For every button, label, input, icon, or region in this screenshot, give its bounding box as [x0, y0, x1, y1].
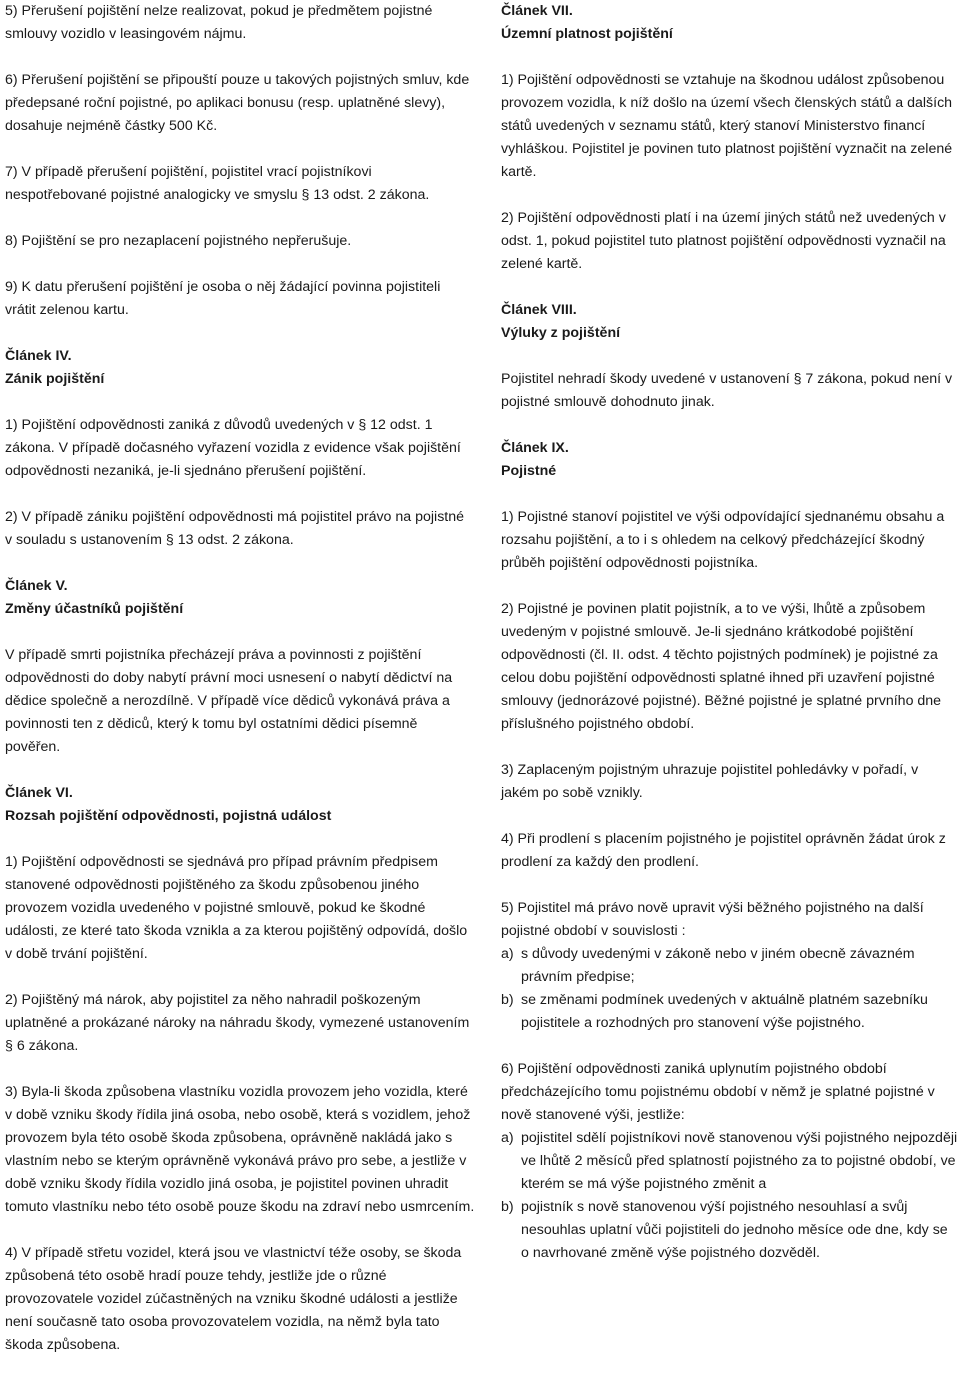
paragraph-7: 7) V případě přerušení pojištění, pojistitel vrací pojistníkovi nespotřebované pojistné analogicky ve smyslu § 13 odst. 2 zákona. [5, 164, 430, 203]
article-5-heading [5, 575, 475, 621]
article-number: Článek VIII. [501, 302, 577, 318]
list-item-text: pojistitel sdělí pojistníkovi nově stanovenou výši pojistného nejpozději ve lhůtě 2 měsíců před splatností pojistného za to pojistné období, ve kterém se má výše pojistného změnit a [521, 1130, 958, 1192]
article-6-paragraph-4: 4) V případě střetu vozidel, která jsou ve vlastnictví téže osoby, se škoda způsobená této osobě hradí pouze tehdy, jestliže jde o různé provozovatele vozidel zúčastněných na vzniku škodné události a jestliže není současně tato osoba provozovatelem vozidla, na němž byla tato škoda způsobena. [5, 1245, 462, 1353]
article-9-paragraph-4: 4) Při prodlení s placením pojistného je pojistitel oprávněn žádat úrok z prodlení za každý den prodlení. [501, 831, 946, 870]
paragraph-9: 9) K datu přerušení pojištění je osoba o něj žádající povinna pojistiteli vrátit zelenou kartu. [5, 279, 441, 318]
article-7-paragraph-2: 2) Pojištění odpovědnosti platí i na území jiných států než uvedených v odst. 1, pokud pojistitel tuto platnost pojištění odpovědnosti vyznačil na zelené kartě. [501, 210, 946, 272]
article-4-paragraph-1: 1) Pojištění odpovědnosti zaniká z důvodů uvedených v § 12 odst. 1 zákona. V případě dočasného vyřazení vozidla z evidence však pojištění odpovědnosti nezaniká, je-li sjednáno přerušení pojištění. [5, 417, 461, 479]
article-number: Článek V. [5, 578, 68, 594]
list-item [501, 1127, 959, 1196]
article-9-paragraph-1: 1) Pojistné stanoví pojistitel ve výši odpovídající sjednanému obsahu a rozsahu pojištění, a to i s ohledem na celkový předcházející škodný průběh pojištění odpovědnosti pojistníka. [501, 509, 945, 571]
list-marker: a) [501, 1130, 514, 1146]
article-title: Zánik pojištění [5, 371, 105, 387]
article-6-paragraph-3: 3) Byla-li škoda způsobena vlastníku vozidla provozem jeho vozidla, které v době vzniku škody řídila jiná osoba, nebo osobě, která s vozidlem, jehož provozem byla této osobě škoda způsobena, oprávněně nakládá jako s vlastním nebo se kterým oprávněně vykonává právo pro sebe, a jestliže v době vzniku škody řídila vozidlo jiná osoba, je pojistitel povinen uhradit tomuto vlastníku nebo této osobě pouze škodu na zdraví nebo usmrcením. [5, 1084, 475, 1215]
article-9-paragraph-6: 6) Pojištění odpovědnosti zaniká uplynutím pojistného období předcházejícího tomu pojistnému období v němž je splatné pojistné v nově stanovené výši, jestliže: [501, 1061, 935, 1123]
article-9-paragraph-5: 5) Pojistitel má právo nově upravit výši běžného pojistného na další pojistné období v souvislosti : [501, 900, 924, 939]
list-item [501, 943, 959, 989]
article-4-heading [5, 345, 475, 391]
article-number: Článek VI. [5, 785, 73, 801]
list-item [501, 1196, 959, 1265]
article-number: Článek IX. [501, 440, 569, 456]
list-item [501, 989, 959, 1035]
article-9-heading [501, 437, 959, 483]
paragraph-6: 6) Přerušení pojištění se připouští pouze u takových pojistných smluv, kde předepsané roční pojistné, po aplikaci bonusu (resp. uplatněné slevy), dosahuje nejméně částky 500 Kč. [5, 72, 470, 134]
left-column [5, 0, 475, 1380]
article-title: Změny účastníků pojištění [5, 601, 184, 617]
article-9-paragraph-3: 3) Zaplaceným pojistným uhrazuje pojistitel pohledávky v pořadí, v jakém po sobě vznikly. [501, 762, 919, 801]
article-number: Článek VII. [501, 3, 573, 19]
paragraph-8: 8) Pojištění se pro nezaplacení pojistného nepřerušuje. [5, 233, 352, 249]
list-item-text: pojistník s nově stanovenou výší pojistného nesouhlasí a svůj nesouhlas uplatní vůči pojistiteli do jednoho měsíce ode dne, kdy se o navrhované změně výše pojistného dozvěděl. [521, 1199, 948, 1261]
article-title: Pojistné [501, 463, 557, 479]
list-marker: b) [501, 1199, 514, 1215]
article-5-paragraph-1: V případě smrti pojistníka přecházejí práva a povinnosti z pojištění odpovědnosti do doby nabytí právní moci usnesení o nabytí dědictví na dědice společně a nerozdílně. V případě více dědiců vykonává práva a povinnosti ten z dědiců, který k tomu byl ostatními dědici písemně pověřen. [5, 647, 453, 755]
article-7-paragraph-1: 1) Pojištění odpovědnosti se vztahuje na škodnou událost způsobenou provozem vozidla, k níž došlo na území všech členských států a dalších států uvedených v seznamu států, který stanoví Ministerstvo financí vyhláškou. Pojistitel je povinen tuto platnost pojištění vyznačit na zelené kartě. [501, 72, 953, 180]
article-7-heading [501, 0, 959, 46]
article-6-paragraph-1: 1) Pojištění odpovědnosti se sjednává pro případ právním předpisem stanovené odpovědnosti pojištěného za škodu způsobenou jiného provozem vozidla uvedeného v pojistné smlouvě, pokud ke škodné události, ze které tato škoda vznikla a za kterou pojištěný odpovídá, došlo v době trvání pojištění. [5, 854, 468, 962]
list-item-text: s důvody uvedenými v zákoně nebo v jiném obecně závazném právním předpise; [521, 946, 915, 985]
article-6-paragraph-2: 2) Pojištěný má nárok, aby pojistitel za něho nahradil poškozeným uplatněné a prokázané nároky na náhradu škody, vymezené ustanovením § 6 zákona. [5, 992, 470, 1054]
list-marker: b) [501, 992, 514, 1008]
article-8-paragraph-1: Pojistitel nehradí škody uvedené v ustanovení § 7 zákona, pokud není v pojistné smlouvě dohodnuto jinak. [501, 371, 953, 410]
paragraph-5: 5) Přerušení pojištění nelze realizovat, pokud je předmětem pojistné smlouvy vozidlo v leasingovém nájmu. [5, 3, 433, 42]
article-number: Článek IV. [5, 348, 72, 364]
article-6-heading [5, 782, 475, 828]
list-marker: a) [501, 946, 514, 962]
right-column [501, 0, 959, 1265]
list-item-text: se změnami podmínek uvedených v aktuálně platném sazebníku pojistitele a rozhodných pro stanovení výše pojistného. [521, 992, 928, 1031]
article-9-paragraph-2: 2) Pojistné je povinen platit pojistník, a to ve výši, lhůtě a způsobem uvedeným v pojistné smlouvě. Je-li sjednáno krátkodobé pojištění odpovědnosti (čl. II. odst. 4 těchto pojistných podmínek) je pojistné za celou dobu pojištění odpovědnosti splatné ihned při uzavření pojistné smlouvy (jednorázové pojistné). Běžné pojistné je splatné prvního dne příslušného pojistného období. [501, 601, 942, 732]
article-8-heading [501, 299, 959, 345]
article-title: Výluky z pojištění [501, 325, 621, 341]
article-title: Územní platnost pojištění [501, 26, 673, 42]
article-4-paragraph-2: 2) V případě zániku pojištění odpovědnosti má pojistitel právo na pojistné v souladu s ustanovením § 13 odst. 2 zákona. [5, 509, 465, 548]
article-title: Rozsah pojištění odpovědnosti, pojistná událost [5, 808, 332, 824]
